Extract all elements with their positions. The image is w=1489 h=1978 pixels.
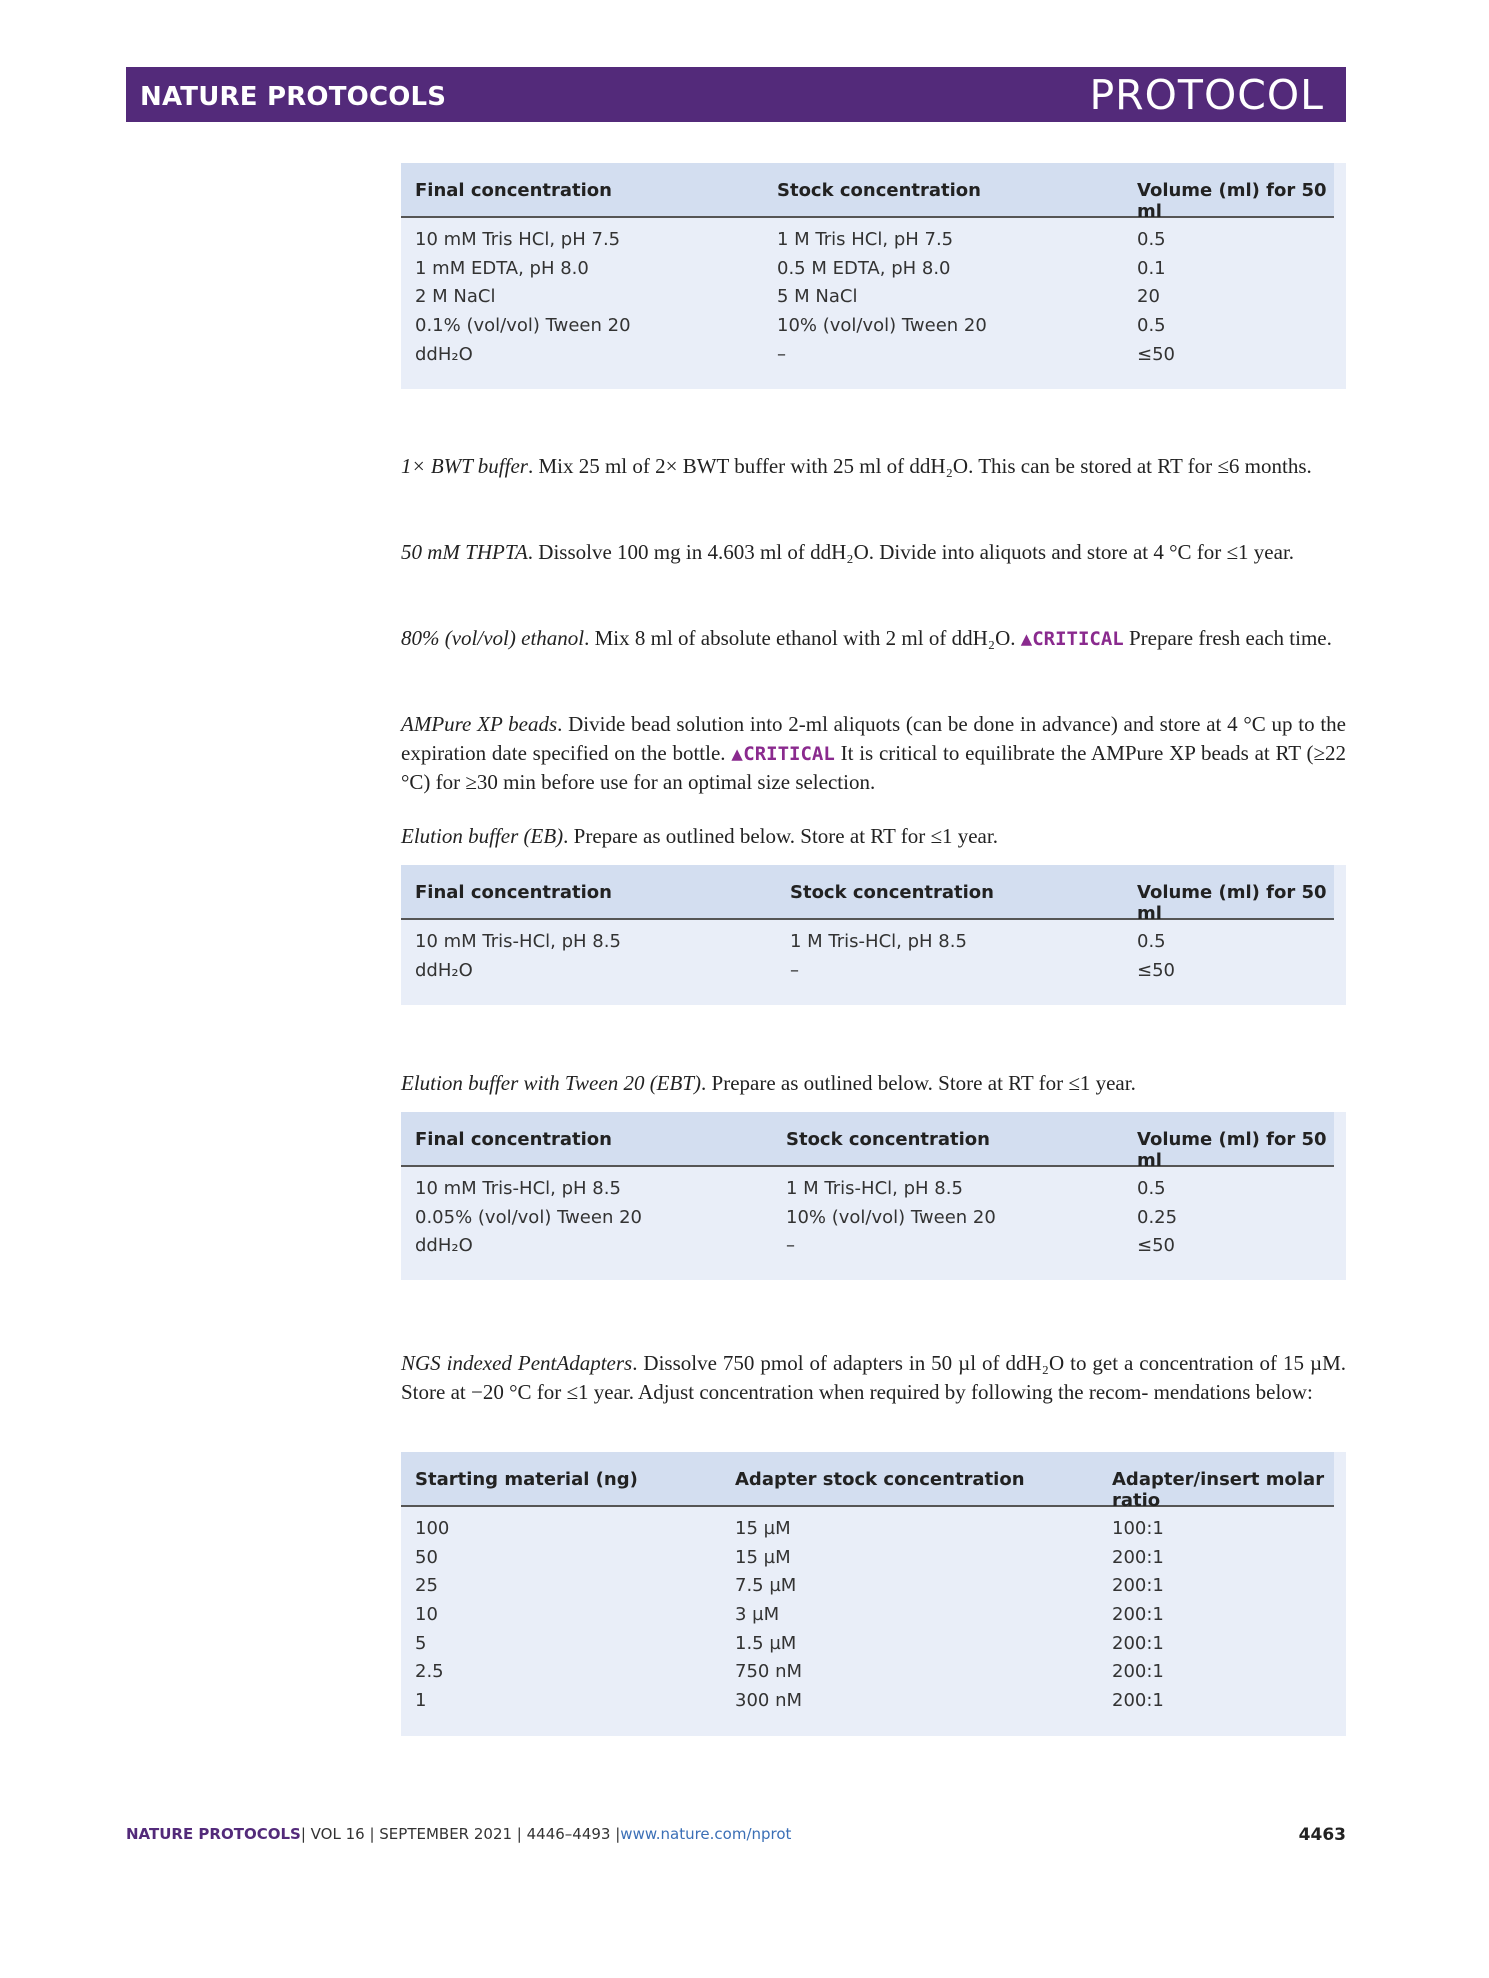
col-header: Final concentration [415,180,612,201]
table-row [401,960,1346,989]
table-row [401,315,1346,344]
cell: 10 mM Tris-HCl, pH 8.5 [415,931,621,952]
table-row [401,931,1346,960]
table-row [401,1207,1346,1236]
paragraph-text: . Mix 25 ml of 2× BWT buffer with 25 ml of ddH₂O. This can be stored at RT for ≤6 months. [527,454,1312,478]
paragraph-ngs-adapters [401,1349,1346,1406]
cell: 1 M Tris HCl, pH 7.5 [777,229,954,250]
cell: 200:1 [1112,1632,1164,1654]
cell: 15 µM [735,1518,791,1539]
col-header: Adapter stock concentration [735,1469,1025,1490]
cell: 5 M NaCl [777,286,858,308]
paragraph-title: AMPure XP beads [401,712,558,736]
paragraph-ethanol [401,624,1346,654]
footer-link[interactable]: www.nature.com/nprot [620,1825,792,1843]
paragraph-text: . Divide bead solution into 2-ml aliquots (can be done in advance) and store at 4 °C up to the expiration date specified on the bottle. [401,712,1346,765]
cell: 10 mM Tris HCl, pH 7.5 [415,229,621,250]
page-number: 4463 [1298,1825,1346,1845]
table-row [401,1178,1346,1207]
cell: – [790,959,799,981]
cell: ≤50 [1137,343,1175,365]
cell: 10% (vol/vol) Tween 20 [786,1206,996,1228]
col-header: Volume (ml) for 50 ml [1137,180,1327,222]
cell: 10 mM Tris-HCl, pH 8.5 [415,1178,621,1199]
col-header: Starting material (ng) [415,1469,638,1490]
cell: 0.1% (vol/vol) Tween 20 [415,315,631,337]
table-row [401,1604,1346,1633]
table-row [401,1690,1346,1719]
col-header: Stock concentration [777,180,981,201]
cell: 10% (vol/vol) Tween 20 [777,315,987,337]
cell: 50 [415,1546,438,1568]
paragraph-ampure-beads [401,710,1346,797]
table-row [401,1547,1346,1576]
cell: ddH₂O [415,1235,473,1257]
table-row [401,1633,1346,1662]
cell: 1 [415,1690,427,1712]
cell: 0.5 M EDTA, pH 8.0 [777,257,951,279]
cell: 1 M Tris-HCl, pH 8.5 [786,1178,963,1199]
cell: ddH₂O [415,343,473,365]
paragraph-title: 50 mM THPTA [401,540,528,564]
critical-label: ▲CRITICAL [731,742,835,765]
table-2x-bwt-buffer [401,163,1346,389]
paragraph-text: . Prepare as outlined below. Store at RT for ≤1 year. [563,824,998,848]
paragraph-bwt-buffer [401,452,1346,481]
cell: ≤50 [1137,1235,1175,1257]
cell: 0.5 [1137,229,1166,250]
table-elution-buffer [401,865,1346,1005]
col-header: Adapter/insert molar ratio [1112,1469,1325,1511]
paragraph-text: Prepare fresh each time. [1123,626,1332,650]
paragraph-text: . Prepare as outlined below. Store at RT for ≤1 year. [701,1071,1136,1095]
table-header [401,163,1334,222]
cell: 0.5 [1137,315,1166,337]
table-row [401,1518,1346,1547]
article-type: PROTOCOL [1089,71,1324,119]
cell: – [786,1235,795,1257]
footer-meta: | VOL 16 | SEPTEMBER 2021 | 4446–4493 | [300,1825,621,1843]
page-header [126,67,1346,122]
page-footer [126,1825,1346,1843]
cell: 10 [415,1604,438,1626]
cell: 2.5 [415,1661,444,1683]
cell: 15 µM [735,1546,791,1568]
paragraph-title: 1× BWT buffer [401,454,528,478]
col-header: Stock concentration [786,1129,990,1150]
table-row [401,1235,1346,1264]
table-header [401,865,1334,924]
table-row [401,344,1346,373]
table-header [401,1452,1334,1511]
cell: 0.05% (vol/vol) Tween 20 [415,1206,642,1228]
cell: ddH₂O [415,959,473,981]
paragraph-elution-buffer [401,822,1346,851]
col-header: Final concentration [415,1129,612,1150]
cell: – [777,343,786,365]
cell: 200:1 [1112,1546,1164,1568]
cell: 200:1 [1112,1690,1164,1712]
cell: 25 [415,1575,438,1597]
table-row [401,1575,1346,1604]
cell: 200:1 [1112,1575,1164,1597]
cell: 1.5 µM [735,1632,797,1654]
paragraph-title: Elution buffer with Tween 20 (EBT) [401,1071,702,1095]
cell: 750 nM [735,1661,803,1683]
cell: 5 [415,1632,427,1654]
paragraph-text: . Dissolve 750 pmol of adapters in 50 µl of ddH₂O to get a concentration of 15 µM. Store at −20 °C for ≤1 year. Adjust concentration when required by following the recom- mendations below: [401,1351,1346,1404]
col-header: Volume (ml) for 50 ml [1137,882,1327,924]
footer-journal: NATURE PROTOCOLS [126,1825,301,1843]
cell: 0.5 [1137,1178,1166,1199]
paragraph-title: 80% (vol/vol) ethanol [401,626,585,650]
paragraph-thpta [401,538,1346,567]
cell: 200:1 [1112,1661,1164,1683]
col-header: Stock concentration [790,882,994,903]
cell: 0.5 [1137,931,1166,952]
cell: 100:1 [1112,1518,1164,1539]
cell: 300 nM [735,1690,803,1712]
paragraph-title: NGS indexed PentAdapters [401,1351,633,1375]
cell: 1 M Tris-HCl, pH 8.5 [790,931,967,952]
cell: 2 M NaCl [415,286,496,308]
cell: 100 [415,1518,450,1539]
col-header: Final concentration [415,882,612,903]
table-row [401,1661,1346,1690]
paragraph-text: It is critical to equilibrate the AMPure XP beads at RT (≥22 °C) for ≥30 min before use for an optimal size selection. [401,740,1346,794]
table-row [401,229,1346,258]
paragraph-ebt [401,1069,1346,1098]
table-ebt-buffer [401,1112,1346,1280]
cell: 7.5 µM [735,1575,797,1597]
table-row [401,258,1346,287]
journal-name: NATURE PROTOCOLS [140,82,447,112]
paragraph-title: Elution buffer (EB) [401,824,564,848]
paragraph-text: . Dissolve 100 mg in 4.603 ml of ddH₂O. Divide into aliquots and store at 4 °C for ≤1 year. [527,540,1295,564]
critical-label: ▲CRITICAL [1020,628,1124,650]
cell: ≤50 [1137,959,1175,981]
cell: 3 µM [735,1604,780,1626]
cell: 200:1 [1112,1604,1164,1626]
table-adapter-concentrations [401,1452,1346,1736]
paragraph-text: . Mix 8 ml of absolute ethanol with 2 ml of ddH₂O. [584,626,1021,650]
cell: 20 [1137,286,1160,308]
cell: 1 mM EDTA, pH 8.0 [415,257,589,279]
table-row [401,286,1346,315]
table-header [401,1112,1334,1171]
cell: 0.25 [1137,1206,1178,1228]
col-header: Volume (ml) for 50 ml [1137,1129,1327,1171]
cell: 0.1 [1137,257,1166,279]
